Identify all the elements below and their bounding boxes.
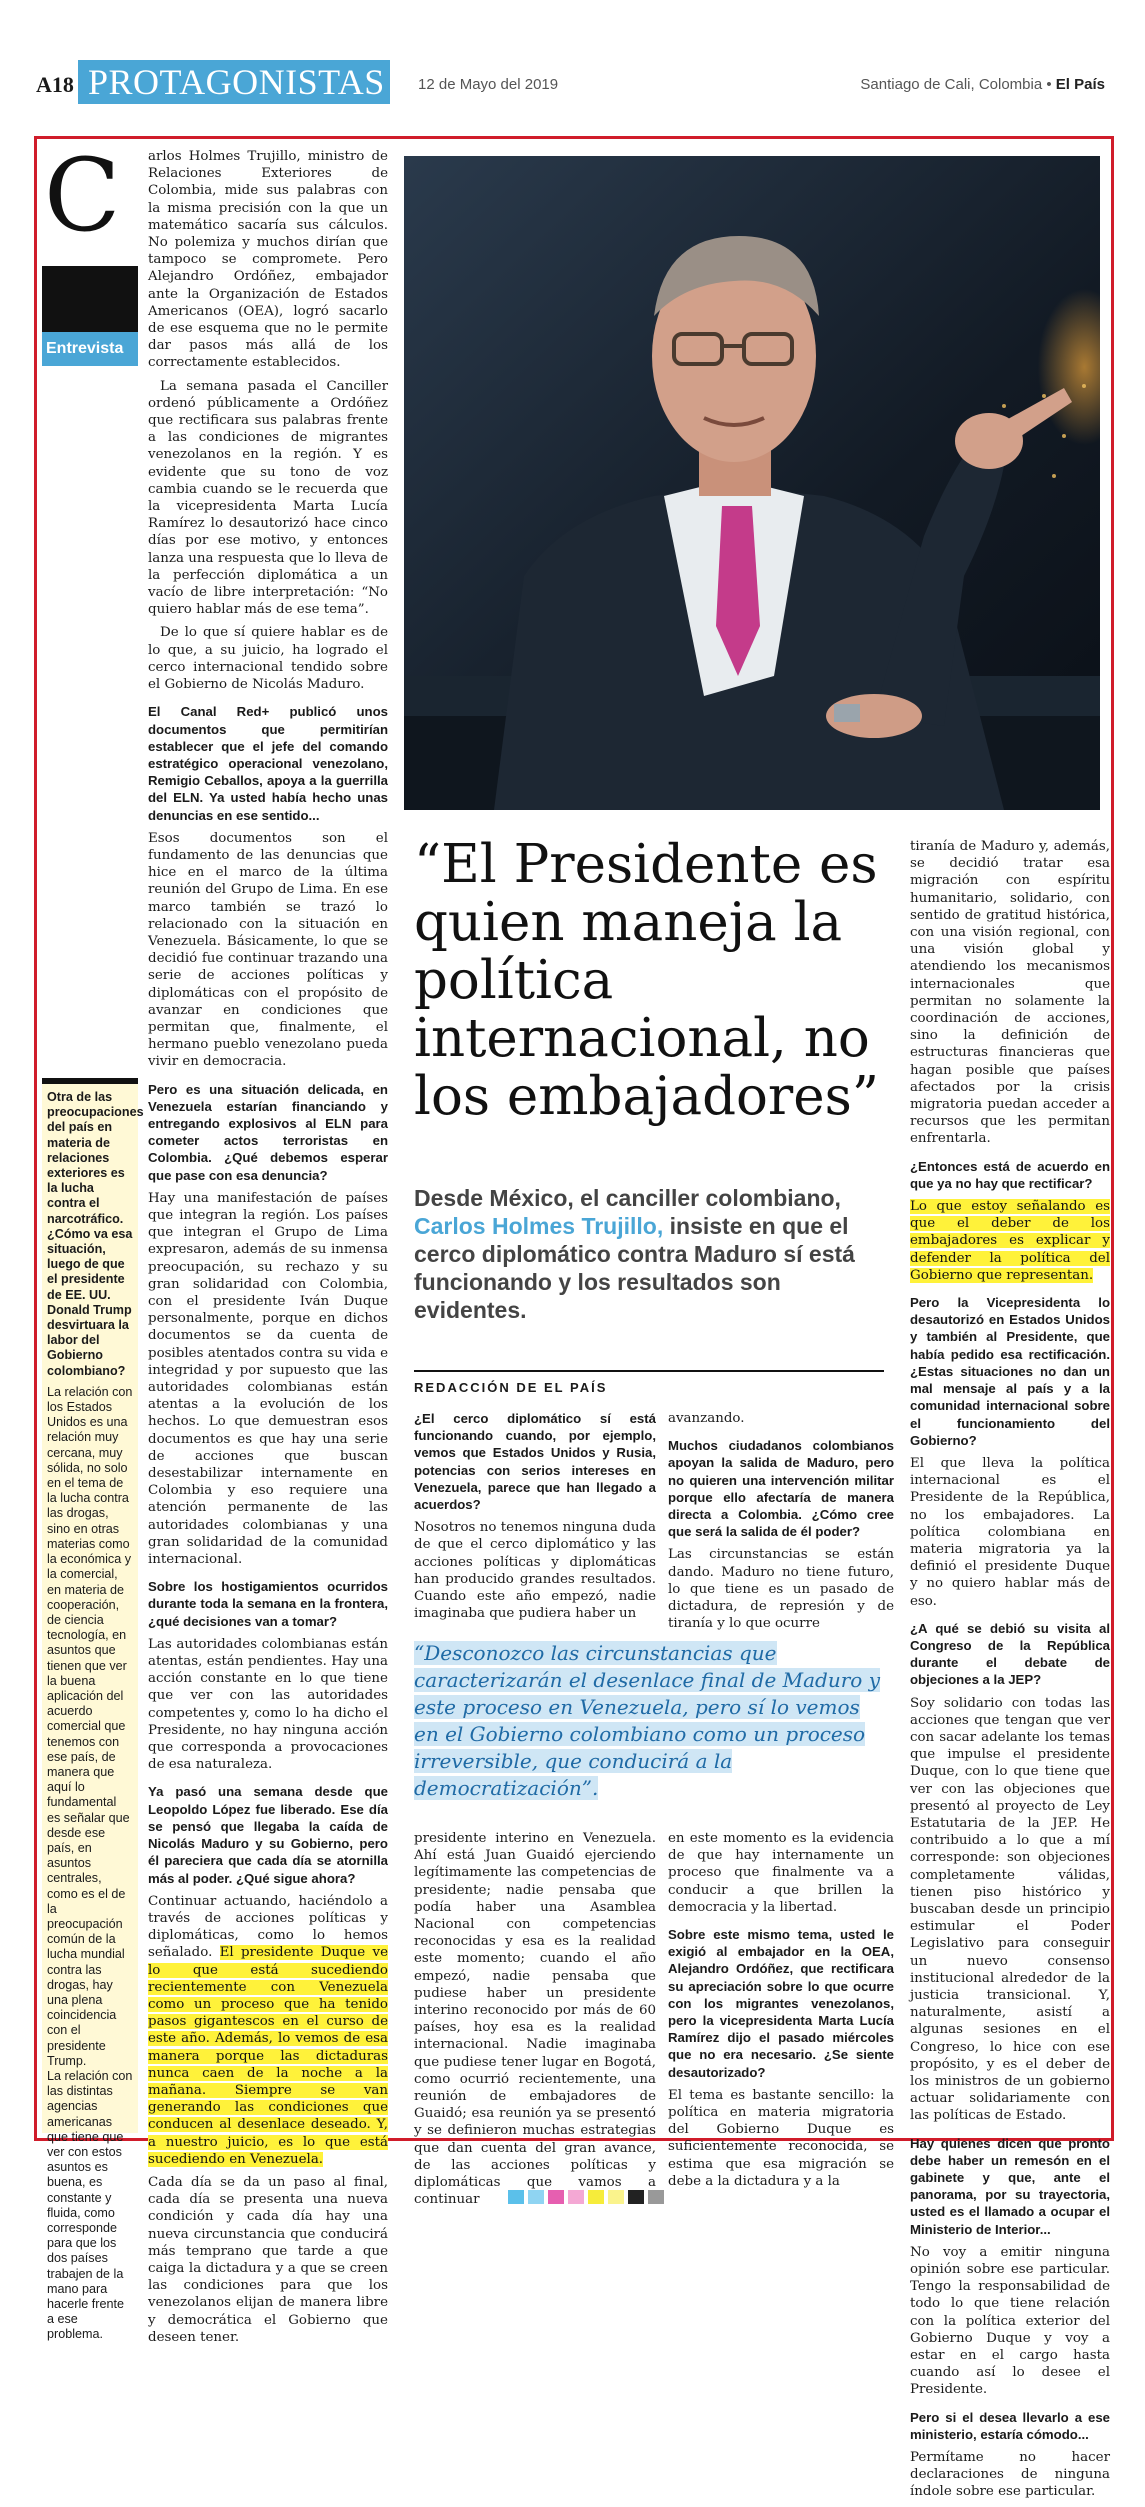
sidebar-question: Otra de las preocupaciones del país en materia de relaciones exteriores es la lucha contra el narcotráfico. ¿Cómo va esa situación, luego de que el presidente de EE. UU. Donald Trump desvirtuara la labor del Gobierno colombiano? (47, 1090, 144, 1378)
headline: “El Presidente es quien maneja la política internacional, no los embajadores” (414, 834, 879, 1127)
photo-illustration (404, 156, 1100, 810)
answer: Las autoridades colombianas están atentas, están pendientes. Hay una acción constante en lo que tiene que ver con las autoridades competentes y, como lo ha dicho el Presidente, no hay ninguna acción que corresponda a provocaciones de esa naturaleza. (148, 1636, 388, 1773)
article-column-1 (148, 148, 388, 2352)
portrait-photo (404, 156, 1100, 810)
byline: REDACCIÓN DE EL PAÍS (414, 1370, 884, 1395)
question: ¿El cerco diplomático sí está funcionando cuando, por ejemplo, vemos que Estados Unidos y Rusia, potencias con serios intereses en Venezuela, parece que han llegado a acuerdos? (414, 1411, 656, 1513)
answer (148, 1893, 388, 2168)
section-title: PROTAGONISTAS (78, 60, 390, 104)
interview-tag: Entrevista (42, 332, 138, 366)
answer (910, 1198, 1110, 1284)
answer: tiranía de Maduro y, además, se decidió tratar esa migración con espíritu humanitario, solidario, con sentido de gratitud histórica, con una visión regional, con una visión global y atendiendo los mecanismos internacionales que permitan no solamente la coordinación de acciones, sino la definición de estructuras financieras que hagan posible que países afectados por la crisis migratoria puedan acceder a recursos que les permitan enfrentarla. (910, 839, 1110, 1147)
color-swatch (628, 2190, 644, 2204)
answer: presidente interino en Venezuela. Ahí está Juan Guaidó ejerciendo legítimamente las competencias de presidente; nadie pensaba que podía haber una Asamblea Nacional con competencias reconocidas y esa es la realidad este momento; cuando el año empezó, nadie pensaba que pudiese haber un presidente interino reconocido por más de 60 países, hoy esa es la realidad internacional. Nadie imaginaba que pudiese tener lugar en Bogotá, como ocurrió recientemente, una reunión de embajadores de Guaidó; esa reunión ya se presentó y se definieron muchas estrategias que dan cuenta del gran avance, de las acciones políticas y diplomáticas que vamos a continuar (414, 1831, 656, 2208)
publication-date: 12 de Mayo del 2019 (418, 76, 559, 93)
printer-color-bar (508, 2190, 664, 2204)
question: ¿A qué se debió su visita al Congreso de la República durante el debate de objeciones a la JEP? (910, 1620, 1110, 1688)
color-swatch (568, 2190, 584, 2204)
answer: Permítame no hacer declaraciones de ninguna índole sobre ese particular. (910, 2450, 1110, 2500)
color-swatch (648, 2190, 664, 2204)
question: Sobre los hostigamientos ocurridos durante toda la semana en la frontera, ¿qué decisiones van a tomar? (148, 1579, 388, 1629)
publication-place (860, 76, 1105, 93)
question: ¿Entonces está de acuerdo en que ya no hay que rectificar? (910, 1158, 1110, 1191)
sidebar-answer: La relación con las distintas agencias americanas que tiene que ver con estos asuntos es buena, es constante y fluida, como corresponde para que los dos países trabajen de la mano para hacerle frente a ese problema. (47, 2069, 133, 2342)
article-column-3 (668, 1410, 894, 1638)
pull-quote (414, 1640, 884, 1802)
highlighted-text: Lo que estoy señalando es que el deber de los embajadores es explicar y defender la política del Gobierno que representan. (910, 1199, 1110, 1283)
intro-paragraph: De lo que sí quiere hablar es de lo que, a su juicio, ha logrado el cerco internacional tendido sobre el Gobierno de Nicolás Maduro. (148, 625, 388, 693)
question: Muchos ciudadanos colombianos apoyan la salida de Maduro, pero no quieren una intervención militar porque ello afectaría de manera directa a Colombia. ¿Cómo cree que será la salida de él poder? (668, 1438, 894, 1540)
deck (414, 1184, 890, 1324)
answer: El tema es bastante sencillo: la política en materia migratoria del Gobierno Duque es suficientemente reconocida, se estima que esa migración se debe a la dictadura y a la (668, 2087, 894, 2189)
article-column-2 (414, 1410, 656, 1628)
intro-paragraph: La semana pasada el Canciller ordenó públicamente a Ordóñez que rectificara sus palabras frente a las condiciones de migrantes venezolanos en la región. Y es evidente que su tono de voz cambia cuando se le recuerda que la vicepresidenta Marta Lucía Ramírez lo desautorizó hace cinco días por ese motivo, y entonces lanza una respuesta que lo lleva de la perfección diplomática a un vacío de libre interpretación: “No quiero hablar más de ese tema”. (148, 378, 388, 618)
question: El Canal Red+ publicó unos documentos que permitirían establecer que el jefe del comando estratégico operacional venezolano, Remigio Ceballos, apoya a la guerrilla del ELN. Ya usted había hecho unas denuncias en ese sentido... (148, 704, 388, 823)
answer: Soy solidario con todas las acciones que tengan que ver con sacar adelante los temas que impulse el presidente Duque, con lo que tiene que ver con las objeciones que presentó al proyecto de Ley Estatutaria de la JEP. He contribuido a lo que a mí corresponde: son objeciones completamente válidas, tienen piso histórico y buscaban desde un principio estimular el Poder Legislativo para conseguir un nuevo consenso institucional alrededor de la justicia transicional. Y, naturalmente, asistí a algunas sesiones en el Congreso, lo hice con ese propósito, y es el deber de los ministros de un gobierno actuar solidariamente con las políticas de Estado. (910, 1695, 1110, 2124)
color-swatch (548, 2190, 564, 2204)
question: Sobre este mismo tema, usted le exigió al embajador en la OEA, Alejandro Ordóñez, que rectificara su apreciación sobre lo que ocurre con los migrantes venezolanos, pero la vicepresidenta Marta Lucía Ramírez dijo el pasado miércoles que no era necesario. ¿Se siente desautorizado? (668, 1927, 894, 2080)
answer: El que lleva la política internacional es el Presidente de la República, no los embajadores. La política colombiana en materia migratoria ya la definió el presidente Duque y no quiero hablar más de eso. (910, 1455, 1110, 1609)
place-text: Santiago de Cali, Colombia • (860, 76, 1052, 93)
answer-text: Continuar actuando, haciéndolo a través de acciones políticas y diplomáticas, como lo hemos señalado. (148, 1893, 388, 1961)
color-swatch (508, 2190, 524, 2204)
color-swatch (588, 2190, 604, 2204)
answer: Hay una manifestación de países que integran la región. Los países que integran el Grupo de Lima expresaron, además de su inmensa preocupación, su rechazo y su gran solidaridad con Colombia, con el presidente Iván Duque personalmente, porque en dichos documentos se da cuenta de posibles atentados contra su vida e integridad y por supuesto que las autoridades colombianas están atentas a la evolución de los hechos. Lo que demuestran esos documentos es que hay una serie de acciones que buscan desestabilizar internamente en Colombia y eso requiere una atención permanente de las autoridades colombianas y una gran solidaridad de la comunidad internacional. (148, 1190, 388, 1568)
question: Pero si el desea llevarlo a ese ministerio, estaría cómodo... (910, 2409, 1110, 2442)
question: Pero es una situación delicada, en Venezuela estarían financiando y entregando explosivos al ELN para cometer actos terroristas en Colombia. ¿Qué debemos esperar que pase con esa denuncia? (148, 1081, 388, 1183)
sidebar-box (42, 1078, 144, 2342)
question: Pero la Vicepresidenta lo desautorizó en Estados Unidos y también al Presidente, que había pedido esa rectificación. ¿Estas situaciones no dan un mal mensaje al país y a la comunidad internacional sobre el funcionamiento del Gobierno? (910, 1295, 1110, 1448)
tag-bar (42, 266, 138, 332)
color-swatch (528, 2190, 544, 2204)
highlighted-text: El presidente Duque ve lo que está sucediendo recientemente con Venezuela como un proceso que ha tenido pasos gigantescos en el curso de este año. Además, lo vemos de esa manera porque las dictaduras nunca caen de la noche a la mañana. Siempre se van generando las condiciones que conducen al desenlace deseado. Y, a nuestro juicio, es lo que está sucediendo en Venezuela. (148, 1945, 388, 2167)
intro-paragraph: arlos Holmes Trujillo, ministro de Relaciones Exteriores de Colombia, mide sus palabras con la misma precisión con la que un matemático sacaría sus cálculos. No polemiza y muchos dirían que tampoco se compromete. Pero Alejandro Ordóñez, embajador ante la Organización de Estados Americanos (OEA), logró sacarlo de ese esquema que no le permite dar pasos más allá de los correctamente establecidos. (148, 149, 388, 371)
newspaper-name: El País (1055, 76, 1105, 93)
answer: Esos documentos son el fundamento de las denuncias que hice en el marco de la última reunión del Grupo de Lima. En ese marco también se trazó lo relacionado con la situación en Venezuela. Básicamente, lo que se decidió fue continuar trazando una serie de acciones políticas y diplomáticas con el propósito de avanzar en condiciones que permitan que, finalmente, el hermano pueblo venezolano pueda vivir en democracia. (148, 830, 388, 1070)
color-swatch (608, 2190, 624, 2204)
answer: en este momento es la evidencia de que hay internamente un proceso que finalmente va a conducir a que brillen la democracia y la libertad. (668, 1831, 894, 1915)
article-column-3-continued (668, 1830, 894, 2196)
deck-text: insiste en que el cerco diplomático contra Maduro sí está funcionando y los resultados son evidentes. (414, 1213, 855, 1323)
deck-text: Desde México, el canciller colombiano, (414, 1185, 841, 1211)
article-column-2-continued (414, 1830, 656, 2214)
drop-cap: C (44, 137, 121, 254)
sidebar-answer: La relación con los Estados Unidos es una relación muy cercana, muy sólida, no solo en el tema de la lucha contra las drogas, sino en otras materias como la económica y la comercial, en materia de cooperación, de ciencia tecnología, en asuntos que tienen que ver la buena aplicación del acuerdo comercial que tenemos con ese país, de manera que aquí lo fundamental es señalar que desde ese país, en asuntos centrales, como es el de la preocupación común de la lucha mundial contra las drogas, hay una plena coincidencia con el presidente Trump. (47, 1384, 133, 2068)
answer: No voy a emitir ninguna opinión sobre ese particular. Tengo la responsabilidad de todo lo que tiene relación con la política exterior del Gobierno Duque y voy a estar en el cargo hasta cuando así lo desee el Presidente. (910, 2244, 1110, 2398)
answer: avanzando. (668, 1411, 745, 1426)
deck-name: Carlos Holmes Trujillo, (414, 1213, 664, 1239)
pull-quote-text: “Desconozco las circunstancias que caracterizarán el desenlace final de Maduro y este proceso en Venezuela, pero sí lo vemos en el Gobierno colombiano como un proceso irreversible, que conducirá a la democratización”. (414, 1641, 880, 1800)
answer: Nosotros no tenemos ninguna duda de que el cerco diplomático y las acciones políticas y diplomáticas han producido grandes resultados. Cuando este año empezó, nadie imaginaba que pudiera haber un (414, 1520, 656, 1622)
question: Hay quienes dicen que pronto debe haber un remesón en el gabinete y que, ante el panorama, por su trayectoria, usted es el llamado a ocupar el Ministerio de Interior... (910, 2135, 1110, 2237)
page-number: A18 (36, 72, 74, 97)
question: Ya pasó una semana desde que Leopoldo López fue liberado. Ese día se pensó que llegaba la caída de Nicolás Maduro y su Gobierno, pero él pareciera que cada día se atornilla más al poder. ¿Qué sigue ahora? (148, 1784, 388, 1886)
answer: Cada día se da un paso al final, cada día se presenta una nueva condición y cada día hay una nueva circunstancia que conducirá más temprano que tarde a que caiga la dictadura y a que se creen las condiciones para que los venezolanos elijan de manera libre y democrática el Gobierno que deseen tener. (148, 2174, 388, 2345)
answer: Las circunstancias se están dando. Maduro no tiene futuro, lo que tiene es un pasado de dictadura, de represión y de tiranía y lo que ocurre (668, 1547, 894, 1632)
article-column-4 (910, 838, 1110, 2507)
